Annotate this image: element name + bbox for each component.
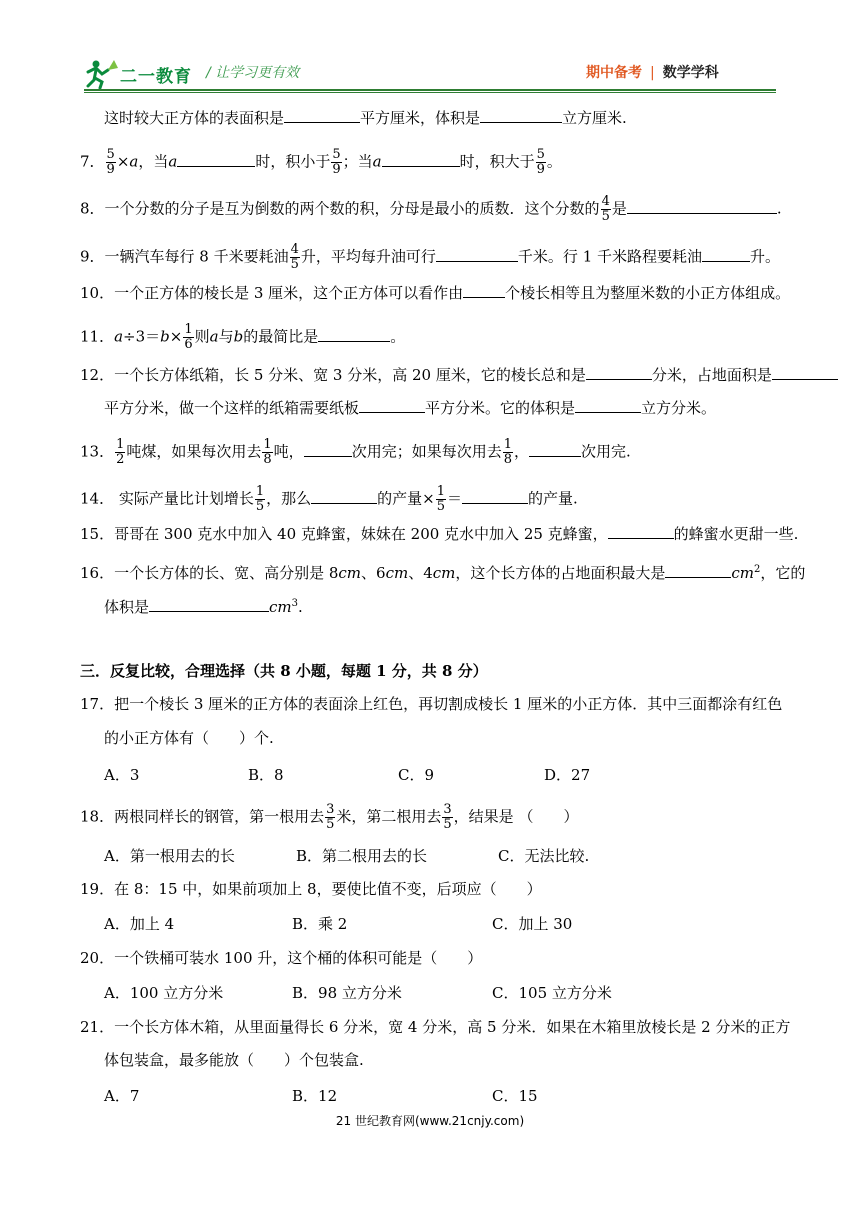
answer-blank xyxy=(284,108,360,123)
option-c[interactable]: C．105 立方分米 xyxy=(492,984,612,1002)
option-c[interactable]: C．9 xyxy=(398,766,435,784)
text: × xyxy=(116,152,130,171)
option-d[interactable]: D．27 xyxy=(544,766,591,784)
denominator: 5 xyxy=(326,817,335,832)
fraction xyxy=(262,438,272,467)
answer-blank xyxy=(382,152,460,167)
text: 12．一个长方体纸箱，长 5 分米、宽 3 分米，高 20 厘米，它的棱长总和是 xyxy=(80,366,586,384)
denominator: 5 xyxy=(290,257,299,272)
question-21: 21．一个长方体木箱，从里面量得长 6 分米，宽 4 分米，高 5 分米．如果在木箱里放棱长是 2 分米的正方 xyxy=(80,1018,791,1036)
text: 立方厘米. xyxy=(562,109,627,127)
numerator: 5 xyxy=(332,147,341,162)
question-17-continuation: 的小正方体有（ ）个. xyxy=(104,729,274,747)
fraction xyxy=(183,323,193,352)
fraction xyxy=(442,803,452,832)
question-11 xyxy=(80,323,405,352)
variable: a xyxy=(129,152,139,171)
text: 平方分米。它的体积是 xyxy=(425,399,576,417)
text: 18．两根同样长的钢管，第一根用去 xyxy=(80,807,325,826)
numerator: 5 xyxy=(106,147,115,162)
text: . xyxy=(776,199,782,218)
text: 米，第二根用去 xyxy=(336,807,442,826)
unit: cm xyxy=(385,564,409,582)
text: 则 xyxy=(194,327,210,346)
variable: a xyxy=(209,327,219,346)
denominator: 2 xyxy=(116,452,125,467)
section-3-heading: 三．反复比较，合理选择（共 8 小题，每题 1 分，共 8 分） xyxy=(80,662,488,680)
question-number: 7． xyxy=(80,152,105,171)
page-header xyxy=(0,0,860,100)
option-a[interactable]: A．第一根用去的长 xyxy=(104,847,235,865)
text: 次用完. xyxy=(581,442,631,461)
slogan: / 让学习更有效 xyxy=(206,65,300,81)
denominator: 9 xyxy=(536,162,545,177)
denominator: 6 xyxy=(184,337,193,352)
fraction xyxy=(255,485,265,514)
text: 的产量× xyxy=(377,489,435,508)
denominator: 8 xyxy=(503,452,512,467)
text: 平方分米，做一个这样的纸箱需要纸板 xyxy=(104,399,360,417)
fraction xyxy=(290,243,300,272)
answer-blank xyxy=(463,283,505,298)
text: 16．一个长方体的长、宽、高分别是 8 xyxy=(80,564,339,582)
text: . xyxy=(298,598,303,616)
question-21-continuation: 体包装盒，最多能放（ ）个包装盒. xyxy=(104,1051,364,1069)
text: 8．一个分数的分子是互为倒数的两个数的积，分母是最小的质数．这个分数的 xyxy=(80,199,600,218)
answer-blank xyxy=(311,489,377,504)
header-right xyxy=(586,62,719,82)
text: 平方厘米，体积是 xyxy=(360,109,481,127)
numerator: 1 xyxy=(436,484,446,499)
option-a[interactable]: A．7 xyxy=(104,1087,140,1105)
denominator: 5 xyxy=(436,499,446,514)
text: 立方分米。 xyxy=(641,399,717,417)
exponent: 2 xyxy=(754,564,761,575)
fraction xyxy=(115,438,125,467)
denominator: 9 xyxy=(106,162,115,177)
text: 的蜂蜜水更甜一些. xyxy=(673,525,799,543)
header-rule-thin xyxy=(84,92,776,93)
variable: a xyxy=(114,327,124,346)
variable: a xyxy=(372,152,382,171)
text: 的最简比是 xyxy=(243,327,319,346)
text: ， xyxy=(513,442,529,461)
question-10 xyxy=(80,283,790,303)
option-a[interactable]: A．100 立方分米 xyxy=(104,984,224,1002)
text: 这时较大正方体的表面积是 xyxy=(104,109,285,127)
numerator: 3 xyxy=(326,802,335,817)
answer-blank xyxy=(318,327,390,342)
fraction xyxy=(503,438,513,467)
denominator: 9 xyxy=(332,162,341,177)
denominator: 5 xyxy=(255,499,265,514)
text: 的产量. xyxy=(528,489,578,508)
text: 与 xyxy=(218,327,234,346)
answer-blank xyxy=(359,398,425,413)
numerator: 1 xyxy=(263,437,272,452)
text: 吨煤，如果每次用去 xyxy=(126,442,262,461)
option-c[interactable]: C．无法比较. xyxy=(498,847,590,865)
header-separator: | xyxy=(650,65,655,81)
question-8 xyxy=(80,195,782,224)
text: 。 xyxy=(546,152,562,171)
question-6-continuation xyxy=(104,108,627,128)
option-a[interactable]: A．3 xyxy=(104,766,140,784)
exponent: 3 xyxy=(291,598,299,609)
question-number: 13． xyxy=(80,442,115,461)
option-a[interactable]: A．加上 4 xyxy=(104,915,175,933)
answer-blank xyxy=(177,152,255,167)
text: 15．哥哥在 300 克水中加入 40 克蜂蜜，妹妹在 200 克水中加入 25 克蜂蜜， xyxy=(80,525,608,543)
unit: cm xyxy=(731,564,755,582)
answer-blank xyxy=(627,199,777,214)
question-9 xyxy=(80,243,780,272)
text: 体积是 xyxy=(104,598,150,616)
header-rule xyxy=(84,89,776,91)
text: 升。 xyxy=(750,247,781,266)
question-16-continuation xyxy=(104,594,303,617)
numerator: 3 xyxy=(443,802,452,817)
fraction xyxy=(601,195,611,224)
variable: b xyxy=(233,327,244,346)
text: 10．一个正方体的棱长是 3 厘米，这个正方体可以看作由 xyxy=(80,284,464,302)
question-16 xyxy=(80,560,805,583)
question-13 xyxy=(80,438,631,467)
answer-blank xyxy=(586,365,652,380)
option-c[interactable]: C．15 xyxy=(492,1087,538,1105)
exam-label: 期中备考 xyxy=(586,65,642,81)
question-20: 20．一个铁桶可装水 100 升，这个桶的体积可能是（ ） xyxy=(80,949,483,967)
question-7 xyxy=(80,148,562,177)
unit: cm xyxy=(432,564,456,582)
answer-blank xyxy=(665,563,731,578)
option-b[interactable]: B．12 xyxy=(292,1087,338,1105)
answer-blank xyxy=(608,524,674,539)
text: ÷3＝ xyxy=(123,327,161,346)
fraction xyxy=(331,148,341,177)
page-footer: 21 世纪教育网(www.21cnjy.com) xyxy=(335,1114,525,1128)
text: ，当 xyxy=(138,152,169,171)
question-15 xyxy=(80,524,798,544)
denominator: 5 xyxy=(443,817,452,832)
text: 时，积大于 xyxy=(459,152,535,171)
fraction xyxy=(536,148,546,177)
numerator: 4 xyxy=(290,242,299,257)
answer-blank xyxy=(304,442,352,457)
answer-blank xyxy=(575,398,641,413)
question-17: 17．把一个棱长 3 厘米的正方体的表面涂上红色，再切割成棱长 1 厘米的小正方体．其中三面都涂有红色 xyxy=(80,695,783,713)
numerator: 5 xyxy=(536,147,545,162)
text: ，这个长方体的占地面积最大是 xyxy=(455,564,666,582)
text: 。 xyxy=(390,327,406,346)
text: ＝ xyxy=(447,489,463,508)
text: 升，平均每升油可行 xyxy=(300,247,436,266)
text: 时，积小于 xyxy=(255,152,331,171)
variable: b xyxy=(160,327,170,346)
question-18 xyxy=(80,803,578,832)
text: 是 xyxy=(611,199,627,218)
question-19: 19．在 8：15 中，如果前项加上 8，要使比值不变，后项应（ ） xyxy=(80,880,542,898)
text: ，那么 xyxy=(266,489,312,508)
numerator: 1 xyxy=(116,437,125,452)
answer-blank xyxy=(772,365,838,380)
text: 个棱长相等且为整厘米数的小正方体组成。 xyxy=(505,284,791,302)
fraction xyxy=(436,485,446,514)
numerator: 4 xyxy=(601,194,610,209)
answer-blank xyxy=(436,247,518,262)
option-b[interactable]: B．98 立方分米 xyxy=(292,984,402,1002)
answer-blank xyxy=(529,442,581,457)
text: ，它的 xyxy=(760,564,806,582)
option-b[interactable]: B．乘 2 xyxy=(292,915,348,933)
logo-text: 二一教育 xyxy=(120,67,192,87)
answer-blank xyxy=(480,108,562,123)
text: × xyxy=(169,327,183,346)
question-number: 11． xyxy=(80,327,115,346)
fraction xyxy=(106,148,116,177)
question-12 xyxy=(80,365,838,385)
numerator: 1 xyxy=(503,437,512,452)
numerator: 1 xyxy=(184,322,193,337)
answer-blank xyxy=(149,597,269,612)
answer-blank xyxy=(702,247,750,262)
option-c[interactable]: C．加上 30 xyxy=(492,915,573,933)
text: 次用完；如果每次用去 xyxy=(351,442,502,461)
text: 、6 xyxy=(361,564,386,582)
question-12-continuation xyxy=(104,398,716,418)
text: 千米。行 1 千米路程要耗油 xyxy=(517,247,703,266)
numerator: 1 xyxy=(255,484,265,499)
text: 吨， xyxy=(273,442,304,461)
denominator: 5 xyxy=(601,209,610,224)
question-14 xyxy=(80,485,578,514)
text: 分米，占地面积是 xyxy=(651,366,772,384)
text: ，结果是 （ ） xyxy=(453,807,579,826)
text: ；当 xyxy=(342,152,373,171)
variable: a xyxy=(168,152,178,171)
text: 14． 实际产量比计划增长 xyxy=(80,489,254,508)
unit: cm xyxy=(269,598,292,616)
answer-blank xyxy=(462,489,528,504)
text: 9．一辆汽车每行 8 千米要耗油 xyxy=(80,247,289,266)
subject-label: 数学学科 xyxy=(662,65,719,81)
fraction xyxy=(325,803,335,832)
unit: cm xyxy=(338,564,362,582)
option-b[interactable]: B．第二根用去的长 xyxy=(296,847,428,865)
text: 、4 xyxy=(408,564,433,582)
denominator: 8 xyxy=(263,452,272,467)
option-b[interactable]: B．8 xyxy=(248,766,284,784)
